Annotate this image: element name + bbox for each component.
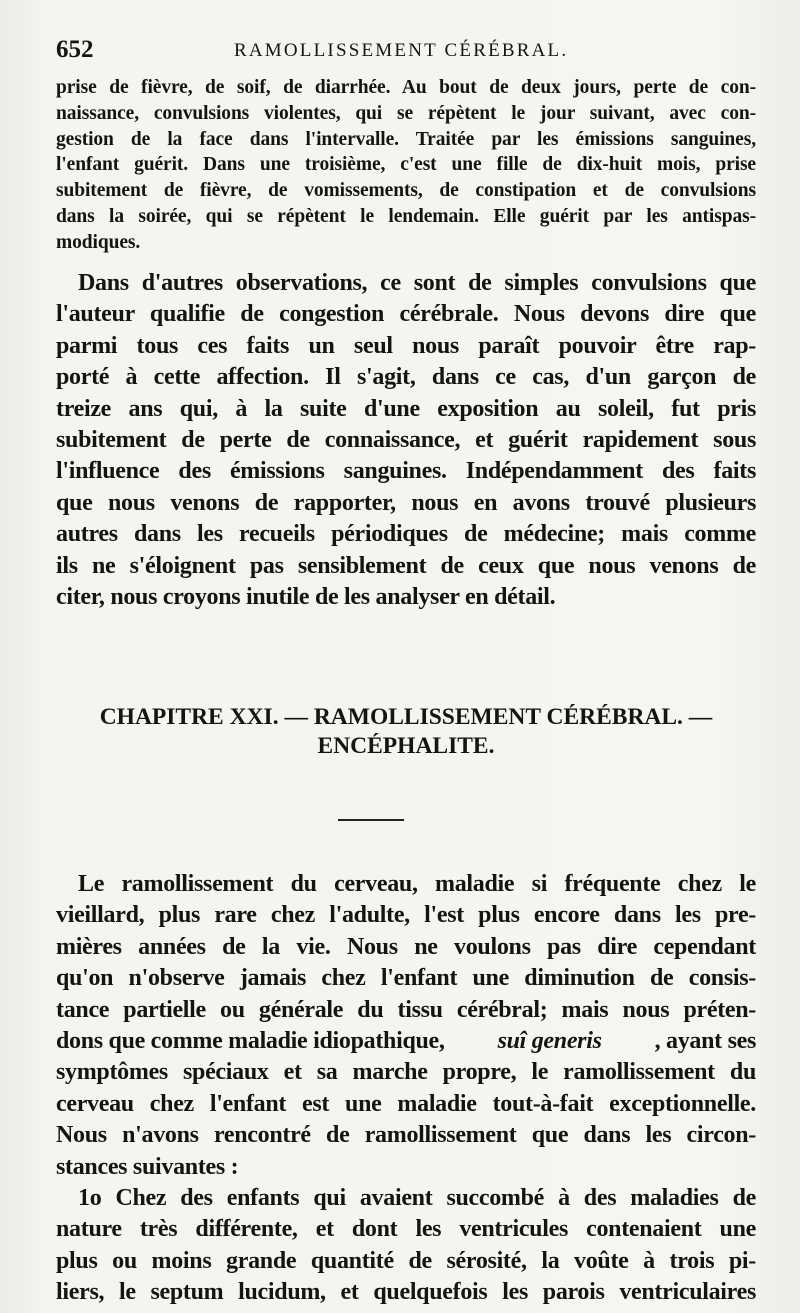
text-line: symptômes spéciaux et sa marche propre, le ramollissement du (56, 1059, 756, 1086)
text-line: modiques. (56, 231, 141, 253)
page-number: 652 (56, 36, 94, 63)
text-line: Le ramollissement du cerveau, maladie si fréquente chez le (78, 871, 756, 897)
text-line: liers, le septum lucidum, et quelquefois les parois ventriculaires (56, 1279, 756, 1306)
text-line: l'auteur qualifie de congestion cérébrale. Nous devons dire que (56, 301, 756, 328)
text-line: 1o Chez des enfants qui avaient succombé à des maladies de (78, 1185, 756, 1212)
text-line-with-italic (56, 1026, 756, 1057)
text-segment: dons que comme maladie idiopathique, (56, 1028, 445, 1055)
text-line: qu'on n'observe jamais chez l'enfant une diminution de consis- (56, 965, 756, 992)
text-line: plus ou moins grande quantité de sérosité, la voûte à trois pi- (56, 1247, 756, 1274)
text-line: Dans d'autres observations, ce sont de simples convulsions que (78, 270, 756, 296)
chapter-title-line: CHAPITRE XXI. — RAMOLLISSEMENT CÉRÉBRAL. — (99, 704, 713, 730)
text-line: porté à cette affection. Il s'agit, dans ce cas, d'un garçon de (56, 364, 756, 391)
text-line: dans la soirée, qui se répètent le lendemain. Elle guérit par les antispas- (56, 205, 756, 227)
text-line: autres dans les recueils périodiques de médecine; mais comme (56, 521, 756, 548)
text-line: que nous venons de rapporter, nous en avons trouvé plusieurs (56, 489, 756, 516)
text-line: prise de fièvre, de soif, de diarrhée. Au bout de deux jours, perte de con- (56, 77, 756, 98)
text-line: parmi tous ces faits un seul nous paraît pouvoir être rap- (56, 332, 756, 359)
running-head: RAMOLLISSEMENT CÉRÉBRAL. (234, 40, 569, 61)
text-line: subitement de perte de connaissance, et guérit rapidement sous (56, 427, 756, 454)
paragraph-softening (56, 869, 756, 1309)
text-line: cerveau chez l'enfant est une maladie tout-à-fait exceptionnelle. (56, 1090, 756, 1117)
chapter-title (56, 703, 756, 761)
text-line: naissance, convulsions violentes, qui se répètent le jour suivant, avec con- (56, 102, 756, 124)
text-line: stances suivantes : (56, 1153, 239, 1180)
text-line: l'influence des émissions sanguines. Indépendamment des faits (56, 458, 756, 485)
text-line: l'enfant guérit. Dans une troisième, c'est une fille de dix-huit mois, prise (56, 154, 756, 176)
paragraph-observations (56, 268, 756, 613)
text-line: Nous n'avons rencontré de ramollissement que dans les circon- (56, 1122, 756, 1149)
text-line: citer, nous croyons inutile de les analyser en détail. (56, 584, 556, 611)
text-line: tance partielle ou générale du tissu cérébral; mais nous préten- (56, 996, 756, 1023)
text-line: subitement de fièvre, de vomissements, de constipation et de convulsions (56, 180, 756, 202)
text-line: treize ans qui, à la suite d'une exposition au soleil, fut pris (56, 395, 756, 422)
chapter-title-line: ENCÉPHALITE. (317, 733, 495, 759)
text-line: ils ne s'éloignent pas sensiblement de ceux que nous venons de (56, 552, 756, 579)
text-segment: , ayant ses (654, 1028, 756, 1055)
italic-term: suî generis (497, 1028, 602, 1055)
section-divider (338, 819, 404, 821)
paragraph-case-report (56, 75, 756, 256)
text-line: gestion de la face dans l'intervalle. Traitée par les émissions sanguines, (56, 128, 756, 150)
text-line: mières années de la vie. Nous ne voulons pas dire cependant (56, 933, 756, 960)
text-line: nature très différente, et dont les ventricules contenaient une (56, 1216, 756, 1243)
page-header (56, 36, 756, 66)
text-line: vieillard, plus rare chez l'adulte, l'est plus encore dans les pre- (56, 902, 756, 929)
